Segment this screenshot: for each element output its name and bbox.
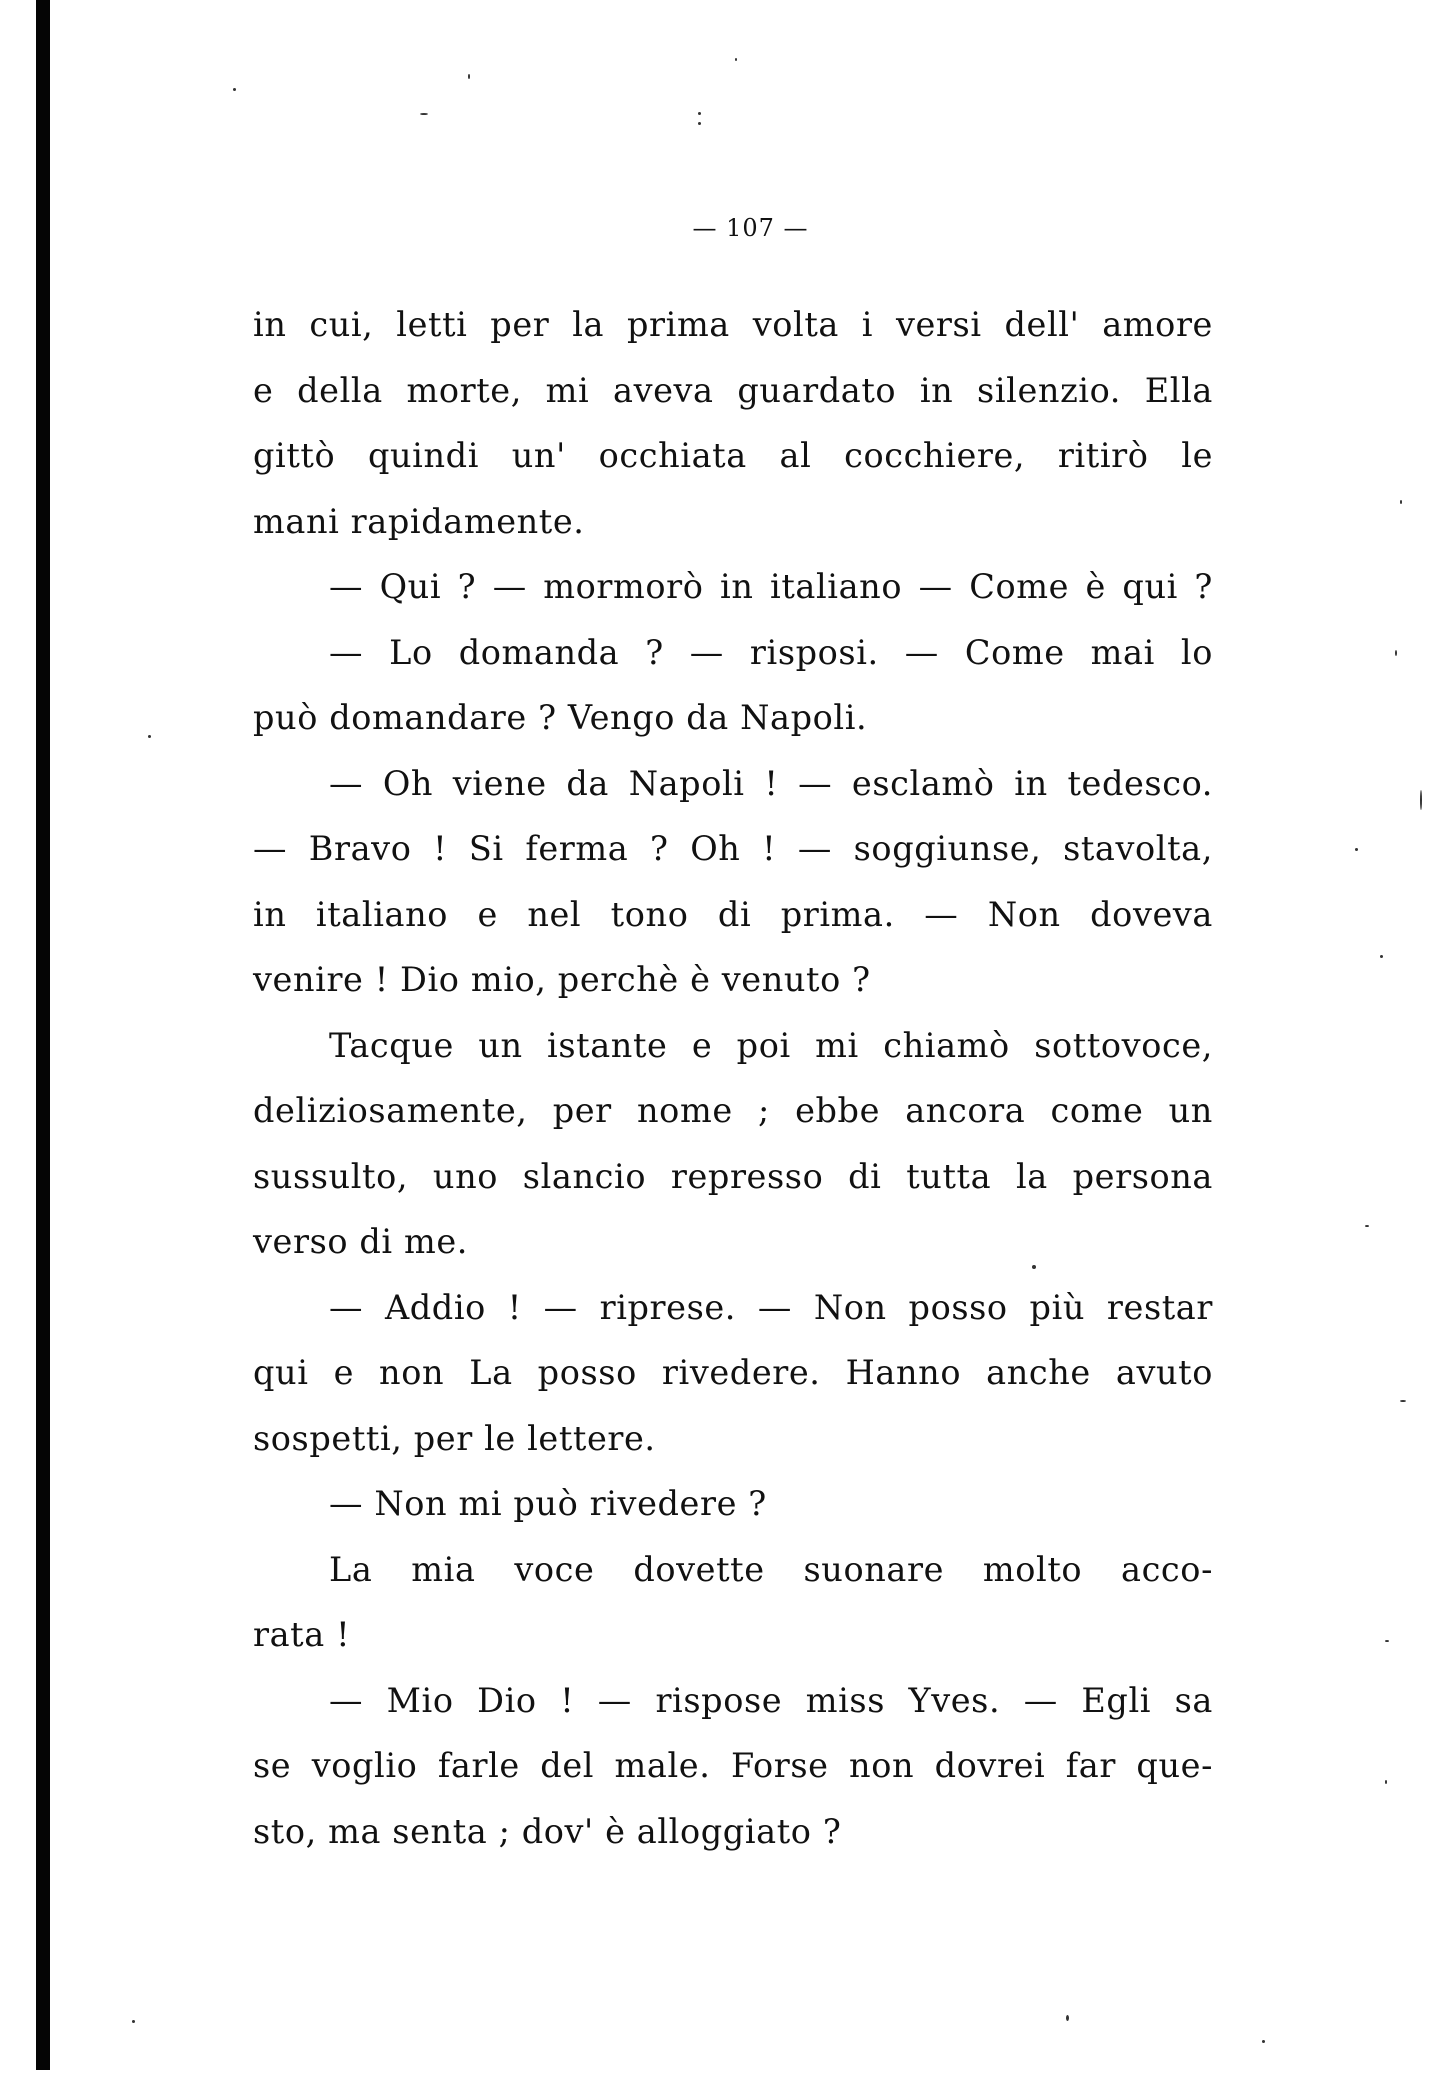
- speck: [1262, 2040, 1265, 2043]
- speck: [735, 58, 737, 61]
- text-line: La mia voce dovette suonare molto acco-: [329, 1549, 1213, 1589]
- speck: [1395, 650, 1397, 656]
- text-line: Tacque un istante e poi mi chiamò sottovoce,: [329, 1025, 1213, 1065]
- speck: [420, 113, 428, 115]
- text-line: in italiano e nel tono di prima. — Non doveva: [253, 894, 1213, 934]
- text-line: verso di me.: [253, 1222, 469, 1261]
- speck: [1355, 848, 1358, 851]
- speck: [1420, 790, 1422, 810]
- text-line: sussulto, uno slancio represso di tutta la persona: [253, 1156, 1213, 1196]
- speck: [1385, 1640, 1389, 1642]
- text-line: sospetti, per le lettere.: [253, 1418, 656, 1458]
- speck: [698, 112, 701, 115]
- speck: [468, 74, 470, 79]
- text-line: mani rapidamente.: [253, 501, 585, 541]
- speck: [148, 735, 151, 738]
- speck: [132, 2020, 135, 2023]
- text-line: venire ! Dio mio, perchè è venuto ?: [253, 960, 871, 999]
- text-line: sto, ma senta ; dov' è alloggiato ?: [253, 1811, 842, 1851]
- speck: [1380, 955, 1383, 958]
- scan-edge-shadow: [36, 0, 50, 2070]
- text-line: rata !: [253, 1615, 351, 1654]
- text-line: — Bravo ! Si ferma ? Oh ! — soggiunse, stavolta,: [253, 829, 1213, 868]
- page-text: [253, 292, 1213, 1864]
- text-line: — Qui ? — mormorò in italiano — Come è qui ?: [329, 567, 1213, 606]
- text-line: gittò quindi un' occhiata al cocchiere, ritirò le: [253, 436, 1213, 475]
- speck: [1066, 2015, 1069, 2021]
- speck: [1365, 1225, 1369, 1227]
- text-line: — Lo domanda ? — risposi. — Come mai lo: [329, 632, 1213, 672]
- speck: [1400, 500, 1402, 504]
- speck: [233, 88, 236, 91]
- text-line: — Addio ! — riprese. — Non posso più restar: [329, 1287, 1213, 1327]
- text-line: può domandare ? Vengo da Napoli.: [253, 698, 868, 737]
- speck: [1385, 1780, 1387, 1784]
- text-line: qui e non La posso rivedere. Hanno anche avuto: [253, 1353, 1213, 1392]
- text-line: deliziosamente, per nome ; ebbe ancora come un: [253, 1091, 1213, 1130]
- text-line: e della morte, mi aveva guardato in silenzio. Ella: [253, 370, 1213, 410]
- text-line: — Oh viene da Napoli ! — esclamò in tedesco.: [329, 763, 1213, 803]
- speck: [698, 122, 701, 125]
- page-number: — 107 —: [692, 214, 809, 242]
- text-line: — Mio Dio ! — rispose miss Yves. — Egli sa: [329, 1680, 1213, 1720]
- text-line: — Non mi può rivedere ?: [329, 1484, 767, 1523]
- text-line: se voglio farle del male. Forse non dovrei far que-: [253, 1746, 1213, 1785]
- text-line: in cui, letti per la prima volta i versi dell' amore: [253, 305, 1213, 344]
- speck: [1400, 1400, 1406, 1402]
